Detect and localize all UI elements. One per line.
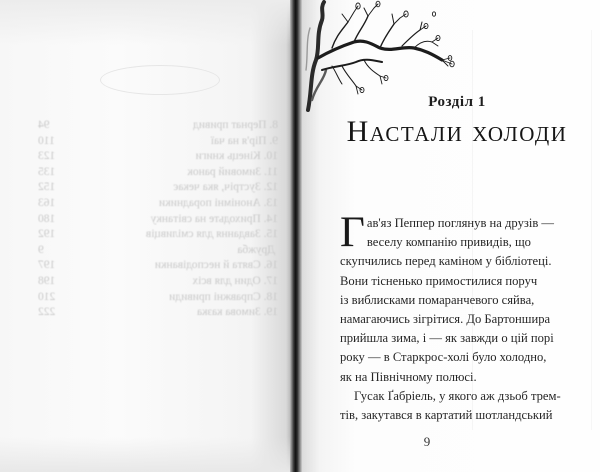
ghost-toc-row: 17. Один для всіх 198: [38, 274, 278, 287]
scan-shadow-top: [0, 0, 295, 45]
text-line: як на Північному полюсі.: [340, 369, 477, 384]
bleed-through-ornament: [100, 65, 220, 95]
text-line: тів, закутався в картатий шотландський: [340, 407, 553, 422]
ghost-toc-row: 14. Приходьте на світанку 180: [38, 212, 278, 225]
left-page: [0, 0, 295, 472]
drop-cap-letter: Г: [340, 209, 365, 256]
page-number: 9: [423, 434, 431, 449]
chapter-title: Настали холоди: [346, 115, 568, 148]
text-line: Вони тісненько примостилися поруч: [340, 273, 538, 288]
scan-shadow-bottom: [0, 437, 295, 472]
ghost-toc-row: 8. Пернат привид 94: [38, 119, 278, 131]
ghost-toc-row: 18. Справжні привиди 210: [38, 290, 278, 303]
text-line: намагаючись зігрітися. До Бартоншира: [340, 311, 551, 326]
chapter-body-text: [340, 209, 580, 425]
ghost-toc-row: 15. Завдання для сміливців 192: [38, 228, 278, 241]
text-line: із виблисками помаранчевого сяйва,: [340, 292, 535, 307]
ghost-toc-row: 9. Пір'я на чаї 110: [38, 134, 278, 147]
text-line: скупчились перед каміном у бібліотеці.: [340, 254, 552, 269]
ghost-toc-row: 12. Зустріч, яка чекає 152: [38, 181, 278, 194]
book-spine-gutter: [290, 0, 302, 472]
ghost-toc-row: Дружба 9: [38, 243, 276, 256]
ghost-toc-row: 19. Зимова казка 222: [38, 306, 278, 319]
text-line: Гусак Ґабріель, у якого аж дзьоб трем-: [354, 388, 561, 403]
ghost-toc-row: 10. Кінець книги 123: [38, 150, 278, 163]
text-line: веселу компанію привидів, що: [366, 235, 531, 250]
bleed-through-table-of-contents: [38, 118, 278, 321]
chapter-number-label: Розділ 1: [428, 94, 486, 110]
text-line: року — в Старкрос-холі було холодно,: [340, 350, 547, 365]
ghost-toc-row: 11. Зимовий ранок 135: [38, 165, 278, 178]
right-page: [302, 0, 600, 472]
text-line: прийшла зима, і — як завжди о цій порі: [340, 331, 554, 346]
ghost-toc-row: 16. Свята й несподіванки 197: [38, 259, 278, 272]
text-line: ав'яз Пеппер поглянув на друзів —: [366, 216, 555, 230]
ghost-toc-row: 13. Анонімні порадники 163: [38, 196, 278, 209]
